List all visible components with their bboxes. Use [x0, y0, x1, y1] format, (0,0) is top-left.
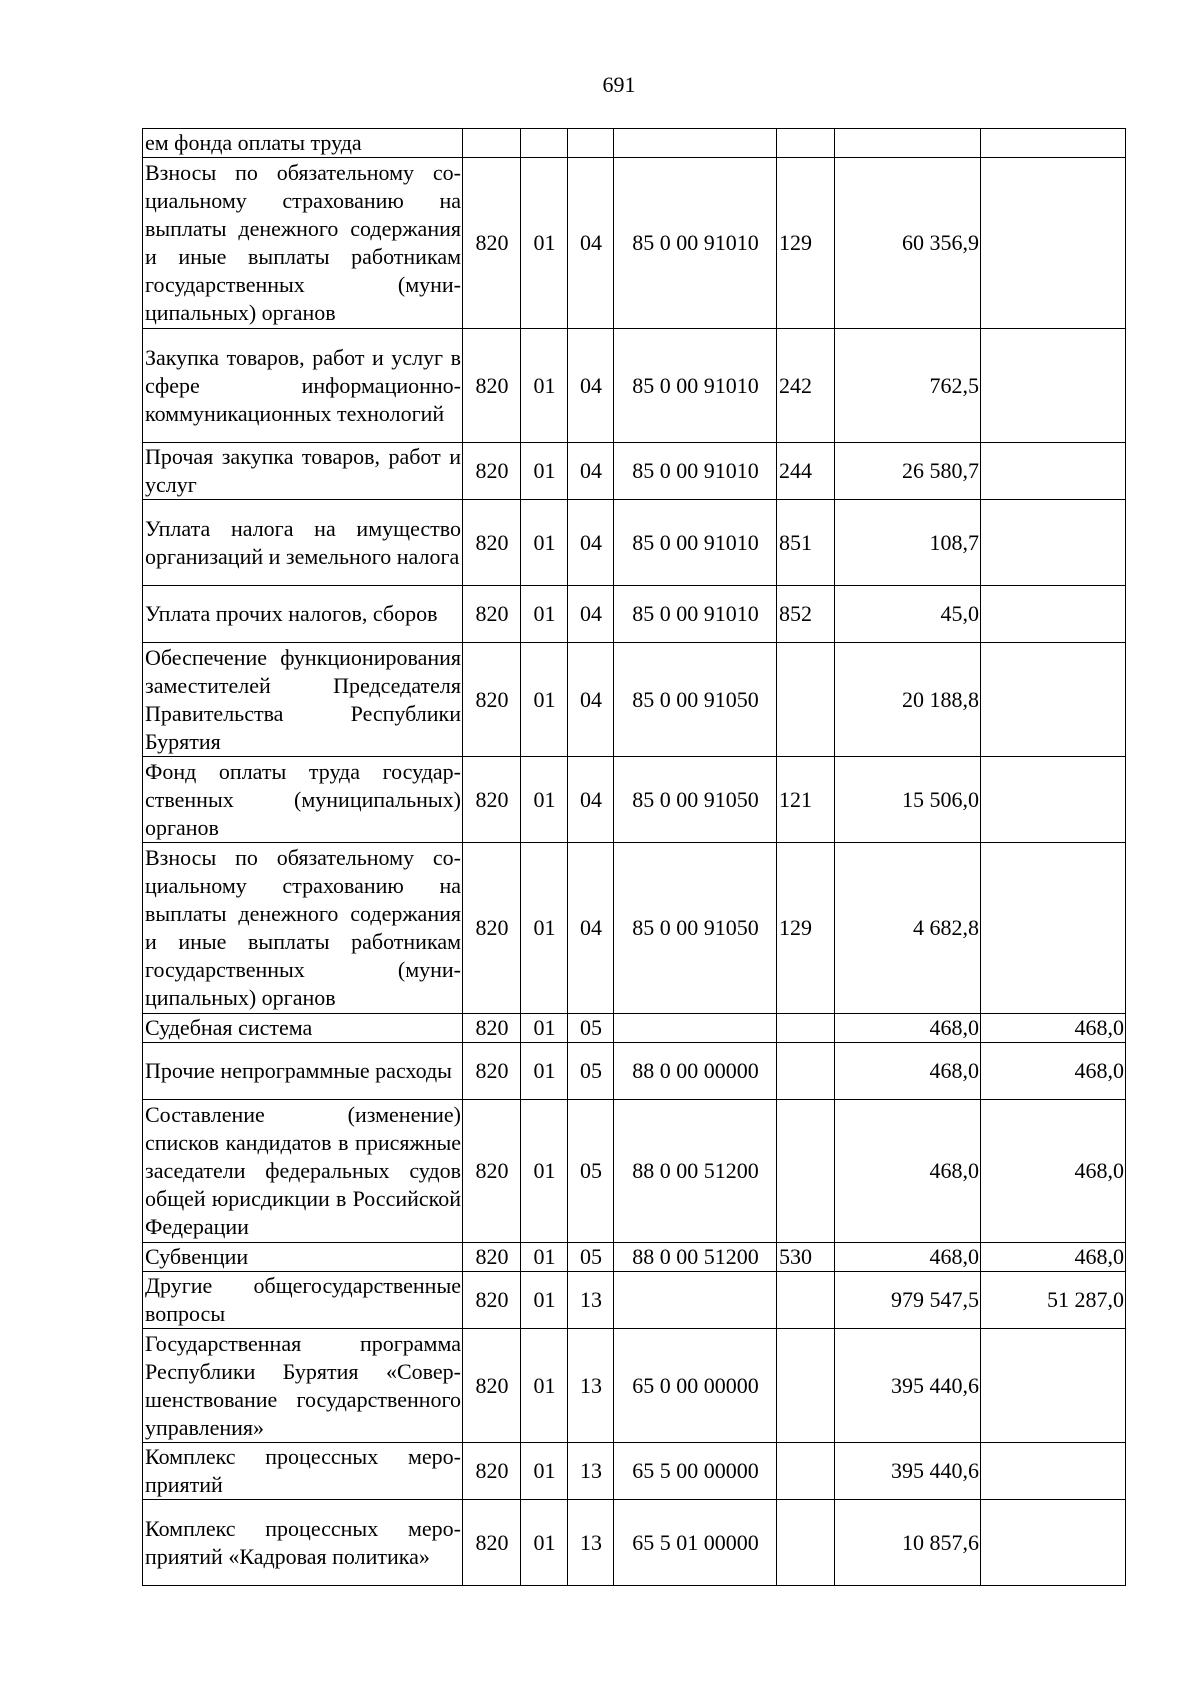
row-vr-cell — [777, 1100, 835, 1243]
row-sum2-cell — [981, 643, 1126, 757]
table-row — [143, 586, 1126, 643]
table-row — [143, 843, 1126, 1014]
table-row — [143, 1329, 1126, 1443]
row-rz-cell: 01 — [521, 500, 568, 586]
row-rz-cell: 01 — [521, 1272, 568, 1329]
table-row — [143, 1243, 1126, 1272]
row-sum2-cell — [981, 1443, 1126, 1500]
row-vr-cell: 851 — [777, 500, 835, 586]
row-pr-cell: 04 — [568, 329, 614, 443]
row-vr-cell — [777, 1329, 835, 1443]
row-vr-cell: 244 — [777, 443, 835, 500]
row-csr-cell: 65 5 00 00000 — [614, 1443, 777, 1500]
row-rz-cell: 01 — [521, 757, 568, 843]
row-sum1-cell: 468,0 — [835, 1100, 981, 1243]
row-pr-cell: 04 — [568, 843, 614, 1014]
row-sum2-cell — [981, 329, 1126, 443]
row-vr-cell: 129 — [777, 843, 835, 1014]
row-sum2-cell — [981, 1500, 1126, 1586]
table-row — [143, 1443, 1126, 1500]
row-gr-cell: 820 — [463, 1043, 521, 1100]
table-row — [143, 1500, 1126, 1586]
row-pr-cell: 05 — [568, 1014, 614, 1043]
row-csr-cell: 85 0 00 91010 — [614, 586, 777, 643]
row-vr-cell: 129 — [777, 158, 835, 329]
row-csr-cell: 85 0 00 91050 — [614, 643, 777, 757]
row-csr-cell — [614, 1272, 777, 1329]
row-pr-cell: 04 — [568, 586, 614, 643]
row-sum2-cell: 468,0 — [981, 1243, 1126, 1272]
row-sum2-cell — [981, 500, 1126, 586]
row-name-cell: Комплекс процессных мероприятий — [143, 1443, 463, 1500]
row-rz-cell: 01 — [521, 843, 568, 1014]
row-sum2-cell — [981, 1329, 1126, 1443]
row-pr-cell: 13 — [568, 1443, 614, 1500]
row-name-cell: Составление (изменение) списков кандидатов в присяжные заседатели федеральных судов общей юрисдикции в Российской Федерации — [143, 1100, 463, 1243]
row-sum1-cell — [835, 129, 981, 158]
row-pr-cell: 13 — [568, 1329, 614, 1443]
row-name-cell: Субвенции — [143, 1243, 463, 1272]
row-vr-cell — [777, 1500, 835, 1586]
row-rz-cell: 01 — [521, 1100, 568, 1243]
row-sum1-cell: 979 547,5 — [835, 1272, 981, 1329]
row-vr-cell — [777, 1043, 835, 1100]
table-row — [143, 1272, 1126, 1329]
row-gr-cell: 820 — [463, 500, 521, 586]
row-gr-cell: 820 — [463, 643, 521, 757]
row-name-cell: ем фонда оплаты труда — [143, 129, 463, 158]
row-sum2-cell — [981, 843, 1126, 1014]
row-name-cell: Государственная программа Республики Бурятия «Совершенствование государственного управления» — [143, 1329, 463, 1443]
row-pr-cell: 04 — [568, 643, 614, 757]
row-pr-cell — [568, 129, 614, 158]
row-sum1-cell: 45,0 — [835, 586, 981, 643]
row-vr-cell — [777, 643, 835, 757]
row-gr-cell: 820 — [463, 1500, 521, 1586]
row-csr-cell: 88 0 00 51200 — [614, 1100, 777, 1243]
row-sum2-cell — [981, 129, 1126, 158]
row-rz-cell: 01 — [521, 1329, 568, 1443]
row-sum1-cell: 15 506,0 — [835, 757, 981, 843]
row-gr-cell: 820 — [463, 586, 521, 643]
row-csr-cell: 85 0 00 91050 — [614, 843, 777, 1014]
row-sum1-cell: 395 440,6 — [835, 1329, 981, 1443]
row-vr-cell — [777, 1272, 835, 1329]
row-sum1-cell: 108,7 — [835, 500, 981, 586]
row-sum1-cell: 20 188,8 — [835, 643, 981, 757]
row-pr-cell: 05 — [568, 1043, 614, 1100]
row-sum1-cell: 468,0 — [835, 1243, 981, 1272]
table-row — [143, 757, 1126, 843]
row-pr-cell: 04 — [568, 443, 614, 500]
row-csr-cell — [614, 1014, 777, 1043]
row-csr-cell: 65 0 00 00000 — [614, 1329, 777, 1443]
row-sum1-cell: 60 356,9 — [835, 158, 981, 329]
table-row — [143, 1100, 1126, 1243]
row-sum1-cell: 468,0 — [835, 1043, 981, 1100]
row-vr-cell — [777, 1014, 835, 1043]
row-vr-cell — [777, 1443, 835, 1500]
row-gr-cell: 820 — [463, 1272, 521, 1329]
table-row — [143, 643, 1126, 757]
row-gr-cell: 820 — [463, 843, 521, 1014]
row-name-cell: Обеспечение функционирования заместителей Председателя Правительства Республики Бурятия — [143, 643, 463, 757]
row-pr-cell: 04 — [568, 500, 614, 586]
row-gr-cell: 820 — [463, 329, 521, 443]
row-gr-cell: 820 — [463, 757, 521, 843]
row-csr-cell: 88 0 00 00000 — [614, 1043, 777, 1100]
row-rz-cell: 01 — [521, 158, 568, 329]
row-name-cell: Взносы по обязательному социальному страхованию на выплаты денежного содержания и иные выплаты работникам государственных (муниципальных) органов — [143, 158, 463, 329]
table-row — [143, 443, 1126, 500]
table-row — [143, 500, 1126, 586]
row-pr-cell: 13 — [568, 1272, 614, 1329]
row-name-cell: Прочая закупка товаров, работ и услуг — [143, 443, 463, 500]
row-name-cell: Судебная система — [143, 1014, 463, 1043]
row-sum2-cell — [981, 586, 1126, 643]
row-name-cell: Фонд оплаты труда государственных (муниципальных) органов — [143, 757, 463, 843]
row-sum2-cell — [981, 443, 1126, 500]
row-gr-cell: 820 — [463, 1100, 521, 1243]
row-pr-cell: 05 — [568, 1100, 614, 1243]
row-csr-cell: 65 5 01 00000 — [614, 1500, 777, 1586]
row-rz-cell — [521, 129, 568, 158]
row-rz-cell: 01 — [521, 1014, 568, 1043]
row-gr-cell: 820 — [463, 443, 521, 500]
row-rz-cell: 01 — [521, 329, 568, 443]
row-sum1-cell: 395 440,6 — [835, 1443, 981, 1500]
row-sum1-cell: 4 682,8 — [835, 843, 981, 1014]
row-csr-cell: 85 0 00 91010 — [614, 158, 777, 329]
row-pr-cell: 04 — [568, 158, 614, 329]
row-pr-cell: 13 — [568, 1500, 614, 1586]
row-gr-cell: 820 — [463, 1014, 521, 1043]
row-csr-cell: 85 0 00 91010 — [614, 443, 777, 500]
row-gr-cell — [463, 129, 521, 158]
row-name-cell: Комплекс процессных мероприятий «Кадровая политика» — [143, 1500, 463, 1586]
row-sum1-cell: 762,5 — [835, 329, 981, 443]
row-name-cell: Уплата налога на имущество организаций и земельного налога — [143, 500, 463, 586]
row-vr-cell: 121 — [777, 757, 835, 843]
row-gr-cell: 820 — [463, 158, 521, 329]
row-sum2-cell — [981, 158, 1126, 329]
row-csr-cell — [614, 129, 777, 158]
table-row — [143, 158, 1126, 329]
row-sum2-cell: 468,0 — [981, 1014, 1126, 1043]
row-gr-cell: 820 — [463, 1329, 521, 1443]
row-sum2-cell — [981, 757, 1126, 843]
row-vr-cell: 242 — [777, 329, 835, 443]
row-rz-cell: 01 — [521, 1043, 568, 1100]
budget-table — [142, 128, 1126, 1586]
row-sum2-cell: 51 287,0 — [981, 1272, 1126, 1329]
table-body — [143, 129, 1126, 1586]
row-gr-cell: 820 — [463, 1243, 521, 1272]
row-gr-cell: 820 — [463, 1443, 521, 1500]
row-csr-cell: 85 0 00 91050 — [614, 757, 777, 843]
table-row — [143, 1043, 1126, 1100]
row-vr-cell: 530 — [777, 1243, 835, 1272]
row-rz-cell: 01 — [521, 1243, 568, 1272]
table-row — [143, 329, 1126, 443]
row-sum1-cell: 10 857,6 — [835, 1500, 981, 1586]
row-rz-cell: 01 — [521, 443, 568, 500]
row-name-cell: Закупка товаров, работ и услуг в сфере информационно-коммуникационных технологий — [143, 329, 463, 443]
row-rz-cell: 01 — [521, 1443, 568, 1500]
row-csr-cell: 85 0 00 91010 — [614, 500, 777, 586]
table-row — [143, 129, 1126, 158]
row-sum1-cell: 26 580,7 — [835, 443, 981, 500]
row-csr-cell: 88 0 00 51200 — [614, 1243, 777, 1272]
row-rz-cell: 01 — [521, 643, 568, 757]
row-name-cell: Прочие непрограммные расходы — [143, 1043, 463, 1100]
row-vr-cell: 852 — [777, 586, 835, 643]
row-sum2-cell: 468,0 — [981, 1043, 1126, 1100]
row-pr-cell: 05 — [568, 1243, 614, 1272]
page-number: 691 — [602, 72, 636, 97]
row-name-cell: Взносы по обязательному социальному страхованию на выплаты денежного содержания и иные выплаты работникам государственных (муниципальных) органов — [143, 843, 463, 1014]
row-sum1-cell: 468,0 — [835, 1014, 981, 1043]
row-sum2-cell: 468,0 — [981, 1100, 1126, 1243]
row-vr-cell — [777, 129, 835, 158]
table-row — [143, 1014, 1126, 1043]
row-name-cell: Другие общегосударственные вопросы — [143, 1272, 463, 1329]
row-csr-cell: 85 0 00 91010 — [614, 329, 777, 443]
row-rz-cell: 01 — [521, 1500, 568, 1586]
row-pr-cell: 04 — [568, 757, 614, 843]
row-name-cell: Уплата прочих налогов, сборов — [143, 586, 463, 643]
row-rz-cell: 01 — [521, 586, 568, 643]
